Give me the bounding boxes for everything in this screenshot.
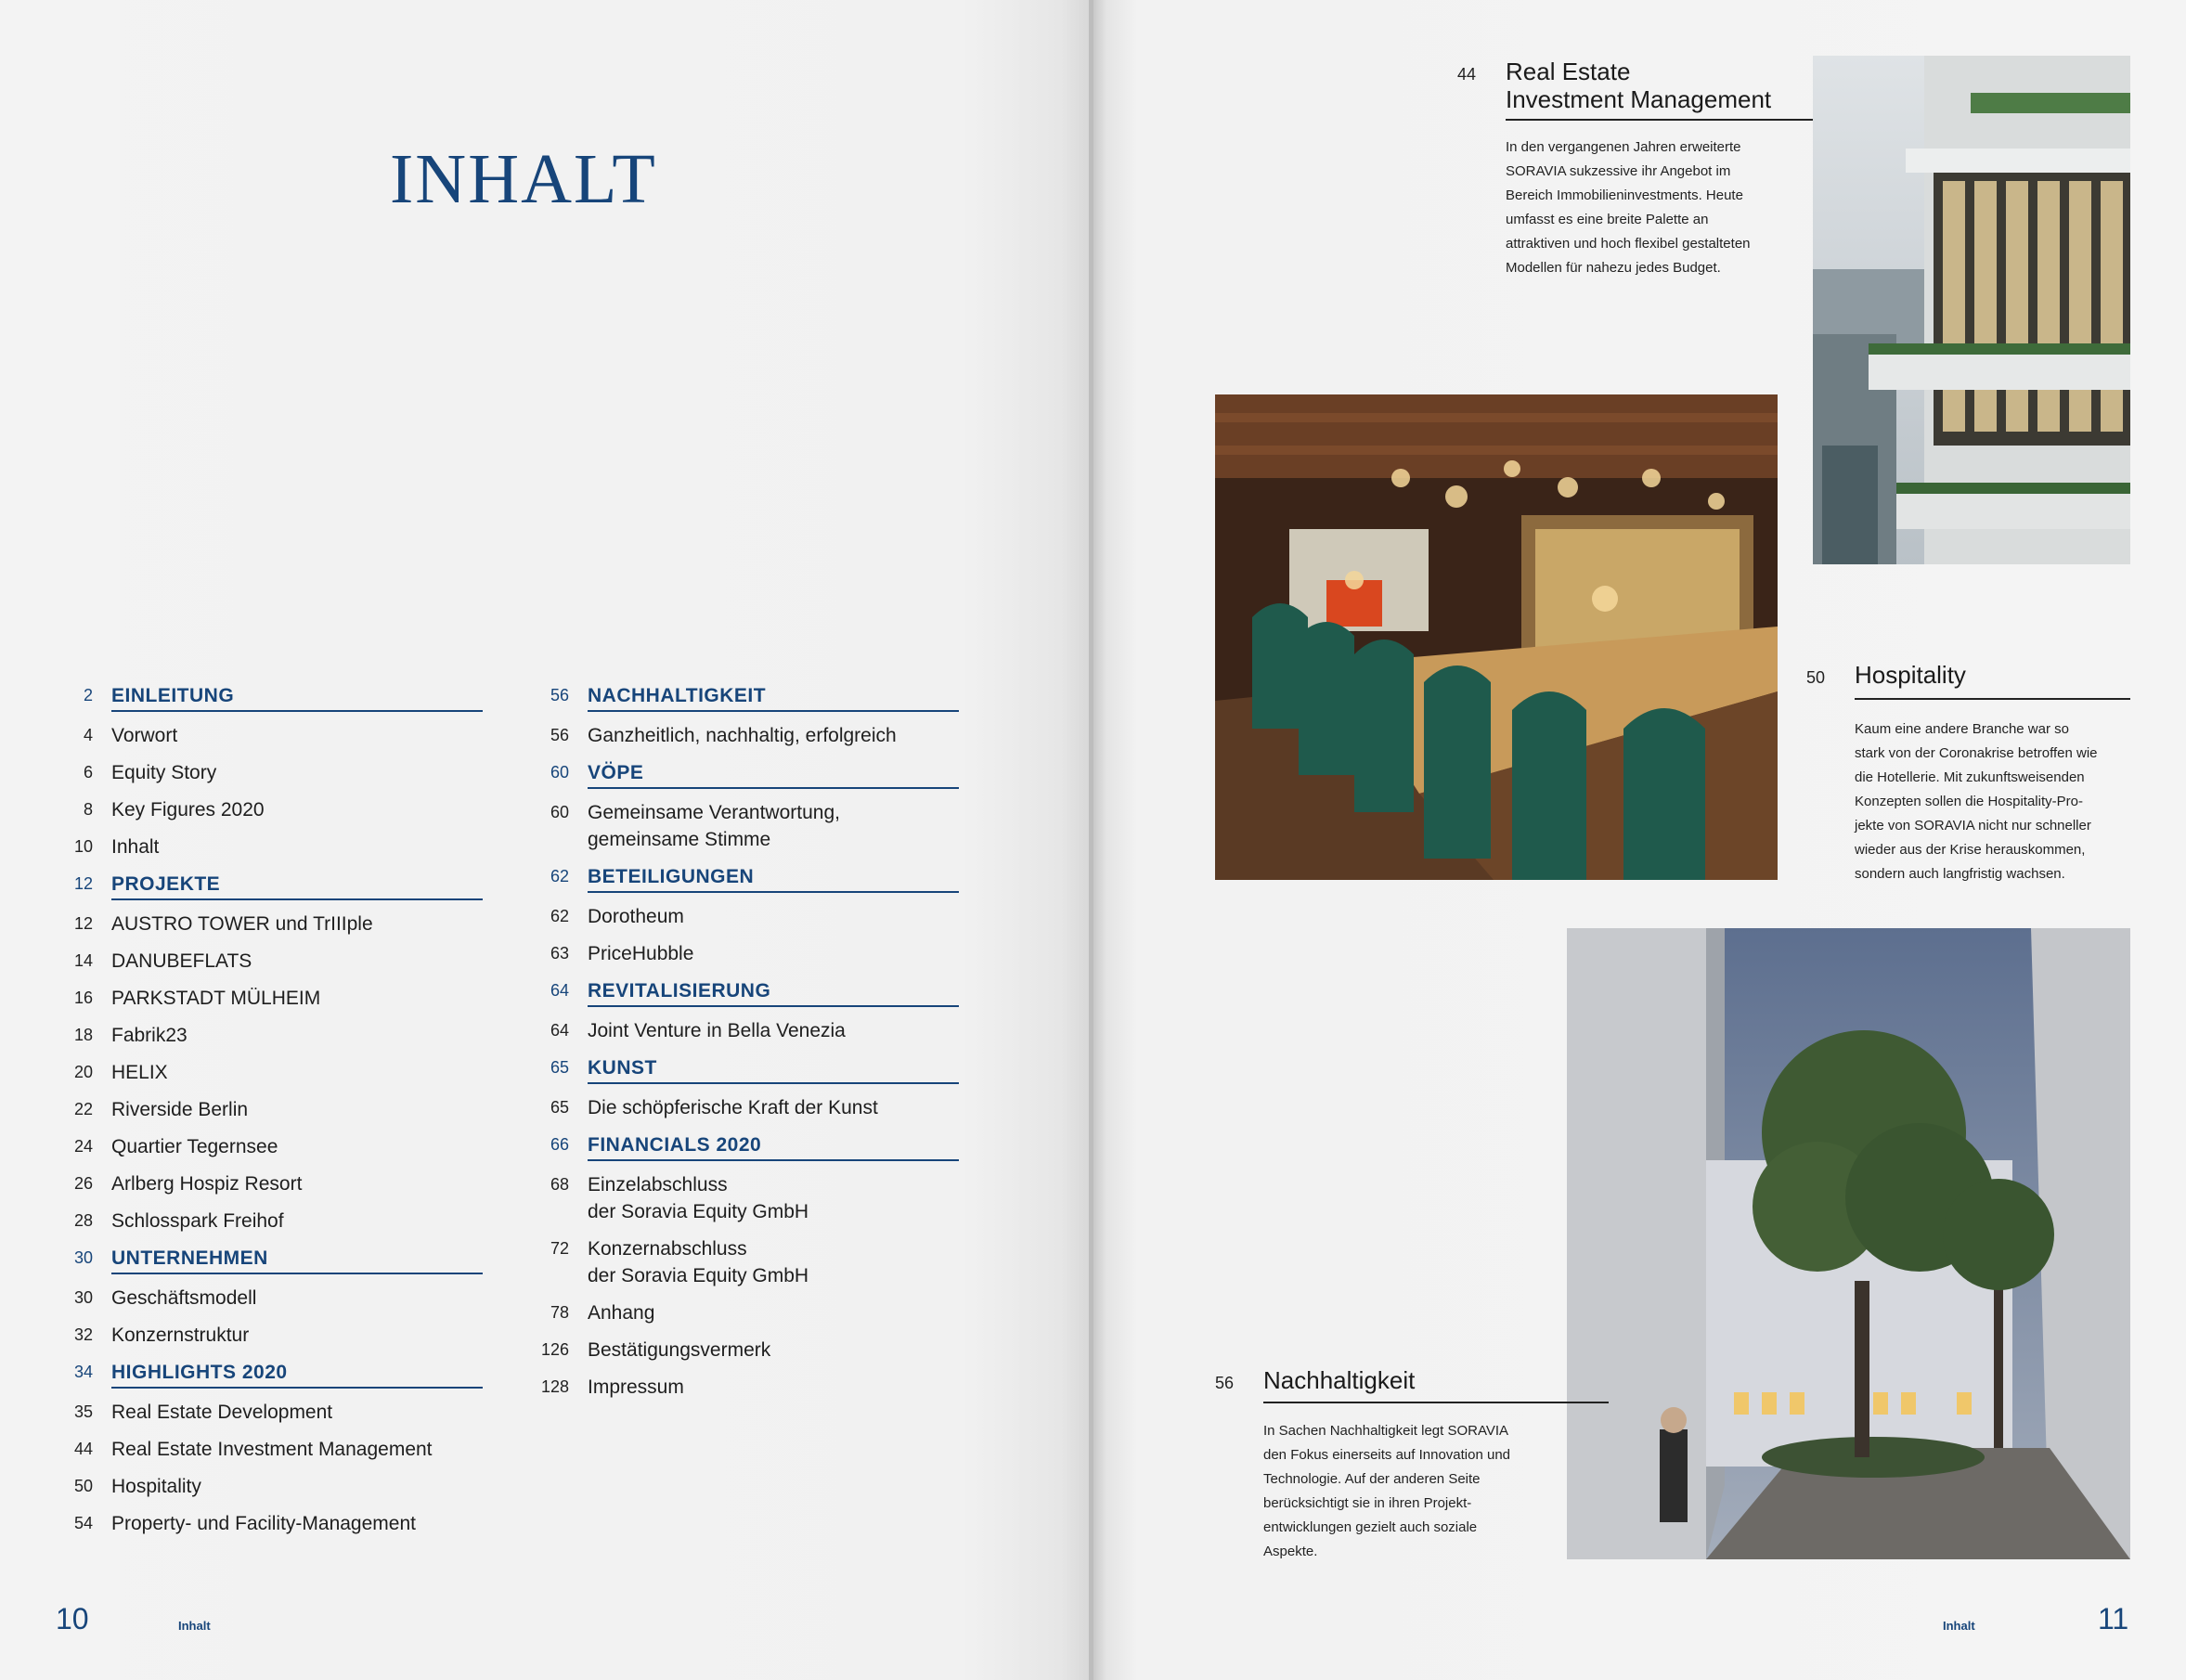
toc-label: Real Estate Investment Management: [111, 1439, 433, 1460]
toc-label: Die schöpferische Kraft der Kunst: [588, 1097, 878, 1118]
toc-page-number: 66: [550, 1135, 569, 1154]
toc-entry[interactable]: [532, 1235, 959, 1289]
toc-column-1: [56, 682, 483, 1547]
toc-page-number: 22: [73, 1100, 93, 1118]
feature-reim-body: [1506, 136, 1751, 280]
body-text-line: sondern auch langfristig wachsen.: [1855, 866, 2065, 882]
toc-label: Key Figures 2020: [111, 799, 265, 821]
toc-label: Inhalt: [111, 836, 160, 858]
toc-page-number: 62: [550, 907, 569, 925]
toc-page-number: 128: [540, 1377, 569, 1396]
toc-label: Real Estate Development: [111, 1402, 333, 1423]
toc-page-number: 50: [73, 1477, 93, 1495]
toc-page-number: 20: [73, 1063, 93, 1081]
toc-section-heading[interactable]: [532, 1131, 959, 1161]
body-text-line: Modellen für nahezu jedes Budget.: [1506, 260, 1721, 276]
body-text-line: Kaum eine andere Branche war so: [1855, 721, 2069, 737]
toc-section-heading[interactable]: [532, 759, 959, 789]
toc-label-line1: Konzernabschluss: [588, 1238, 747, 1260]
toc-page-number: 44: [73, 1440, 93, 1458]
toc-label: NACHHALTIGKEIT: [588, 682, 959, 712]
toc-section-heading[interactable]: [56, 682, 483, 712]
body-text-line: In den vergangenen Jahren erweiterte: [1506, 139, 1741, 155]
toc-label: Geschäftsmodell: [111, 1287, 257, 1309]
toc-entry[interactable]: [56, 1436, 483, 1463]
feature-hospitality-heading: Hospitality: [1855, 661, 1966, 689]
toc-label: Dorotheum: [588, 906, 684, 927]
toc-entry[interactable]: [56, 1170, 483, 1197]
toc-page-number: 12: [73, 914, 93, 933]
toc-page-number: 14: [73, 951, 93, 970]
body-text-line: In Sachen Nachhaltigkeit legt SORAVIA: [1263, 1423, 1509, 1439]
toc-page-number: 34: [73, 1363, 93, 1381]
body-text-line: SORAVIA sukzessive ihr Angebot im: [1506, 163, 1731, 179]
toc-entry[interactable]: [56, 796, 483, 823]
toc-label: [588, 799, 959, 853]
toc-entry[interactable]: [532, 1094, 959, 1121]
toc-entry[interactable]: [532, 1171, 959, 1225]
toc-entry[interactable]: [56, 759, 483, 786]
toc-page-number: 8: [83, 800, 93, 819]
toc-entry[interactable]: [56, 834, 483, 860]
toc-entry[interactable]: [56, 1473, 483, 1500]
toc-page-number: 56: [550, 726, 569, 744]
toc-label: Fabrik23: [111, 1025, 188, 1046]
toc-entry[interactable]: [56, 1510, 483, 1537]
feature-reim-heading: [1506, 58, 1771, 113]
feature-hospitality-number: 50: [1806, 668, 1826, 687]
toc-label: Ganzheitlich, nachhaltig, erfolgreich: [588, 725, 897, 746]
toc-label: EINLEITUNG: [111, 682, 483, 712]
toc-page-number: 65: [550, 1098, 569, 1117]
toc-page-number: 28: [73, 1211, 93, 1230]
toc-label: Vorwort: [111, 725, 178, 746]
toc-entry[interactable]: [56, 985, 483, 1012]
toc-page-number: 54: [73, 1514, 93, 1532]
page-number-left: 10: [56, 1602, 89, 1635]
toc-entry[interactable]: [56, 948, 483, 975]
body-text-line: Bereich Immobilieninvestments. Heute: [1506, 187, 1743, 203]
toc-entry[interactable]: [56, 1399, 483, 1426]
toc-page-number: 64: [550, 1021, 569, 1040]
toc-label: Schlosspark Freihof: [111, 1210, 284, 1232]
toc-entry[interactable]: [56, 722, 483, 749]
toc-section-heading[interactable]: [532, 682, 959, 712]
toc-page-number: 63: [550, 944, 569, 963]
feature-reim: [1457, 58, 1847, 290]
toc-label: Property- und Facility-Management: [111, 1513, 416, 1534]
toc-label-line2: der Soravia Equity GmbH: [588, 1201, 809, 1222]
toc-page-number: 18: [73, 1026, 93, 1044]
toc-section-heading[interactable]: [532, 977, 959, 1007]
feature-nachhaltigkeit-rule: [1263, 1402, 1609, 1403]
body-text-line: wieder aus der Krise herauskommen,: [1855, 842, 2086, 858]
toc-label: Hospitality: [111, 1476, 201, 1497]
toc-page-number: 126: [540, 1340, 569, 1359]
toc-entry[interactable]: [532, 722, 959, 749]
toc-label: Anhang: [588, 1302, 655, 1324]
toc-column-2: [532, 682, 959, 1411]
body-text-line: die Hotellerie. Mit zukunftsweisenden: [1855, 769, 2085, 785]
page-title: INHALT: [390, 140, 657, 218]
feature-nachhaltigkeit-number: 56: [1215, 1374, 1235, 1392]
toc-label: DANUBEFLATS: [111, 950, 252, 972]
toc-label: HELIX: [111, 1062, 168, 1083]
toc-page-number: 68: [550, 1175, 569, 1194]
toc-entry[interactable]: [56, 1096, 483, 1123]
toc-label: AUSTRO TOWER und TrIIIple: [111, 913, 373, 935]
toc-entry[interactable]: [56, 1285, 483, 1312]
toc-label: Riverside Berlin: [111, 1099, 249, 1120]
toc-section-heading[interactable]: [56, 1245, 483, 1274]
feature-hospitality-body: [1855, 717, 2098, 886]
feature-reim-heading-line2: Investment Management: [1506, 85, 1772, 113]
body-text-line: entwicklungen gezielt auch soziale: [1263, 1519, 1478, 1535]
toc-page-number: 12: [73, 874, 93, 893]
toc-entry[interactable]: [56, 911, 483, 937]
toc-label: [588, 1171, 959, 1225]
toc-section-heading[interactable]: [532, 863, 959, 893]
toc-label: FINANCIALS 2020: [588, 1131, 959, 1161]
toc-label-line2: gemeinsame Stimme: [588, 829, 771, 850]
body-text-line: umfasst es eine breite Palette an: [1506, 212, 1709, 227]
toc-label-line1: Einzelabschluss: [588, 1174, 728, 1195]
toc-label-line1: Gemeinsame Verantwortung,: [588, 802, 840, 823]
toc-page-number: 60: [550, 803, 569, 821]
toc-label: BETEILIGUNGEN: [588, 863, 959, 893]
toc-page-number: 16: [73, 989, 93, 1007]
toc-page-number: 32: [73, 1325, 93, 1344]
toc-label: PARKSTADT MÜLHEIM: [111, 988, 321, 1009]
toc-label: HIGHLIGHTS 2020: [111, 1359, 483, 1389]
toc-page-number: 62: [550, 867, 569, 885]
body-text-line: Technologie. Auf der anderen Seite: [1263, 1471, 1481, 1487]
toc-page-number: 65: [550, 1058, 569, 1077]
toc-page-number: 24: [73, 1137, 93, 1156]
toc-section-heading[interactable]: [56, 1359, 483, 1389]
toc-section-heading[interactable]: [532, 1054, 959, 1084]
toc-label: [588, 1235, 959, 1289]
toc-entry[interactable]: [532, 903, 959, 930]
toc-page-number: 30: [73, 1288, 93, 1307]
body-text-line: Konzepten sollen die Hospitality-Pro-: [1855, 794, 2083, 809]
tower-photo: [1813, 56, 2130, 564]
toc-page-number: 78: [550, 1303, 569, 1322]
body-text-line: attraktiven und hoch flexibel gestalteten: [1506, 236, 1751, 252]
body-text-line: berücksichtigt sie in ihren Projekt-: [1263, 1495, 1472, 1511]
toc-page-number: 64: [550, 981, 569, 1000]
running-label-right: Inhalt: [1943, 1619, 1975, 1633]
body-text-line: jekte von SORAVIA nicht nur schneller: [1855, 818, 2091, 834]
page-number-right: 11: [2098, 1602, 2129, 1635]
toc-label: PROJEKTE: [111, 871, 483, 900]
toc-entry[interactable]: [56, 1022, 483, 1049]
toc-page-number: 2: [83, 686, 93, 704]
toc-label: REVITALISIERUNG: [588, 977, 959, 1007]
running-label-left: Inhalt: [178, 1619, 211, 1633]
toc-label: Bestätigungsvermerk: [588, 1339, 771, 1361]
toc-label: Equity Story: [111, 762, 217, 783]
toc-entry[interactable]: [56, 1322, 483, 1349]
feature-hospitality: [1806, 661, 2178, 893]
toc-label: VÖPE: [588, 759, 959, 789]
toc-label-line2: der Soravia Equity GmbH: [588, 1265, 809, 1286]
feature-hospitality-rule: [1855, 698, 2130, 700]
toc-label: Quartier Tegernsee: [111, 1136, 278, 1157]
toc-page-number: 35: [73, 1402, 93, 1421]
toc-page-number: 4: [83, 726, 93, 744]
toc-section-heading[interactable]: [56, 871, 483, 900]
hospitality-bar-photo: [1215, 394, 1778, 880]
feature-nachhaltigkeit-heading: Nachhaltigkeit: [1263, 1366, 1416, 1394]
toc-page-number: 60: [550, 763, 569, 782]
toc-page-number: 6: [83, 763, 93, 782]
toc-label: Joint Venture in Bella Venezia: [588, 1020, 846, 1041]
toc-page-number: 26: [73, 1174, 93, 1193]
toc-entry[interactable]: [532, 1299, 959, 1326]
toc-page-number: 56: [550, 686, 569, 704]
toc-entry[interactable]: [532, 1017, 959, 1044]
toc-label: PriceHubble: [588, 943, 694, 964]
feature-reim-number: 44: [1457, 65, 1477, 84]
feature-nachhaltigkeit-body: [1263, 1419, 1510, 1564]
toc-label: Impressum: [588, 1376, 684, 1398]
feature-reim-heading-line1: Real Estate: [1506, 58, 1631, 85]
toc-entry[interactable]: [532, 940, 959, 967]
toc-page-number: 72: [550, 1239, 569, 1258]
feature-nachhaltigkeit: [1215, 1366, 1605, 1580]
right-page: [1093, 0, 2186, 1680]
sustainability-courtyard-photo: [1567, 928, 2130, 1559]
feature-reim-rule: [1506, 119, 1851, 121]
toc-label: Arlberg Hospiz Resort: [111, 1173, 303, 1195]
toc-entry[interactable]: [532, 799, 959, 853]
toc-page-number: 10: [73, 837, 93, 856]
toc-label: Konzernstruktur: [111, 1325, 250, 1346]
body-text-line: den Fokus einerseits auf Innovation und: [1263, 1447, 1511, 1463]
toc-entry[interactable]: [56, 1133, 483, 1160]
toc-label: KUNST: [588, 1054, 959, 1084]
body-text-line: stark von der Coronakrise betroffen wie: [1855, 745, 2098, 761]
toc-label: UNTERNEHMEN: [111, 1245, 483, 1274]
toc-entry[interactable]: [532, 1337, 959, 1363]
body-text-line: Aspekte.: [1263, 1544, 1318, 1559]
toc-entry[interactable]: [56, 1059, 483, 1086]
toc-entry[interactable]: [532, 1374, 959, 1401]
toc-page-number: 30: [73, 1248, 93, 1267]
toc-entry[interactable]: [56, 1208, 483, 1234]
